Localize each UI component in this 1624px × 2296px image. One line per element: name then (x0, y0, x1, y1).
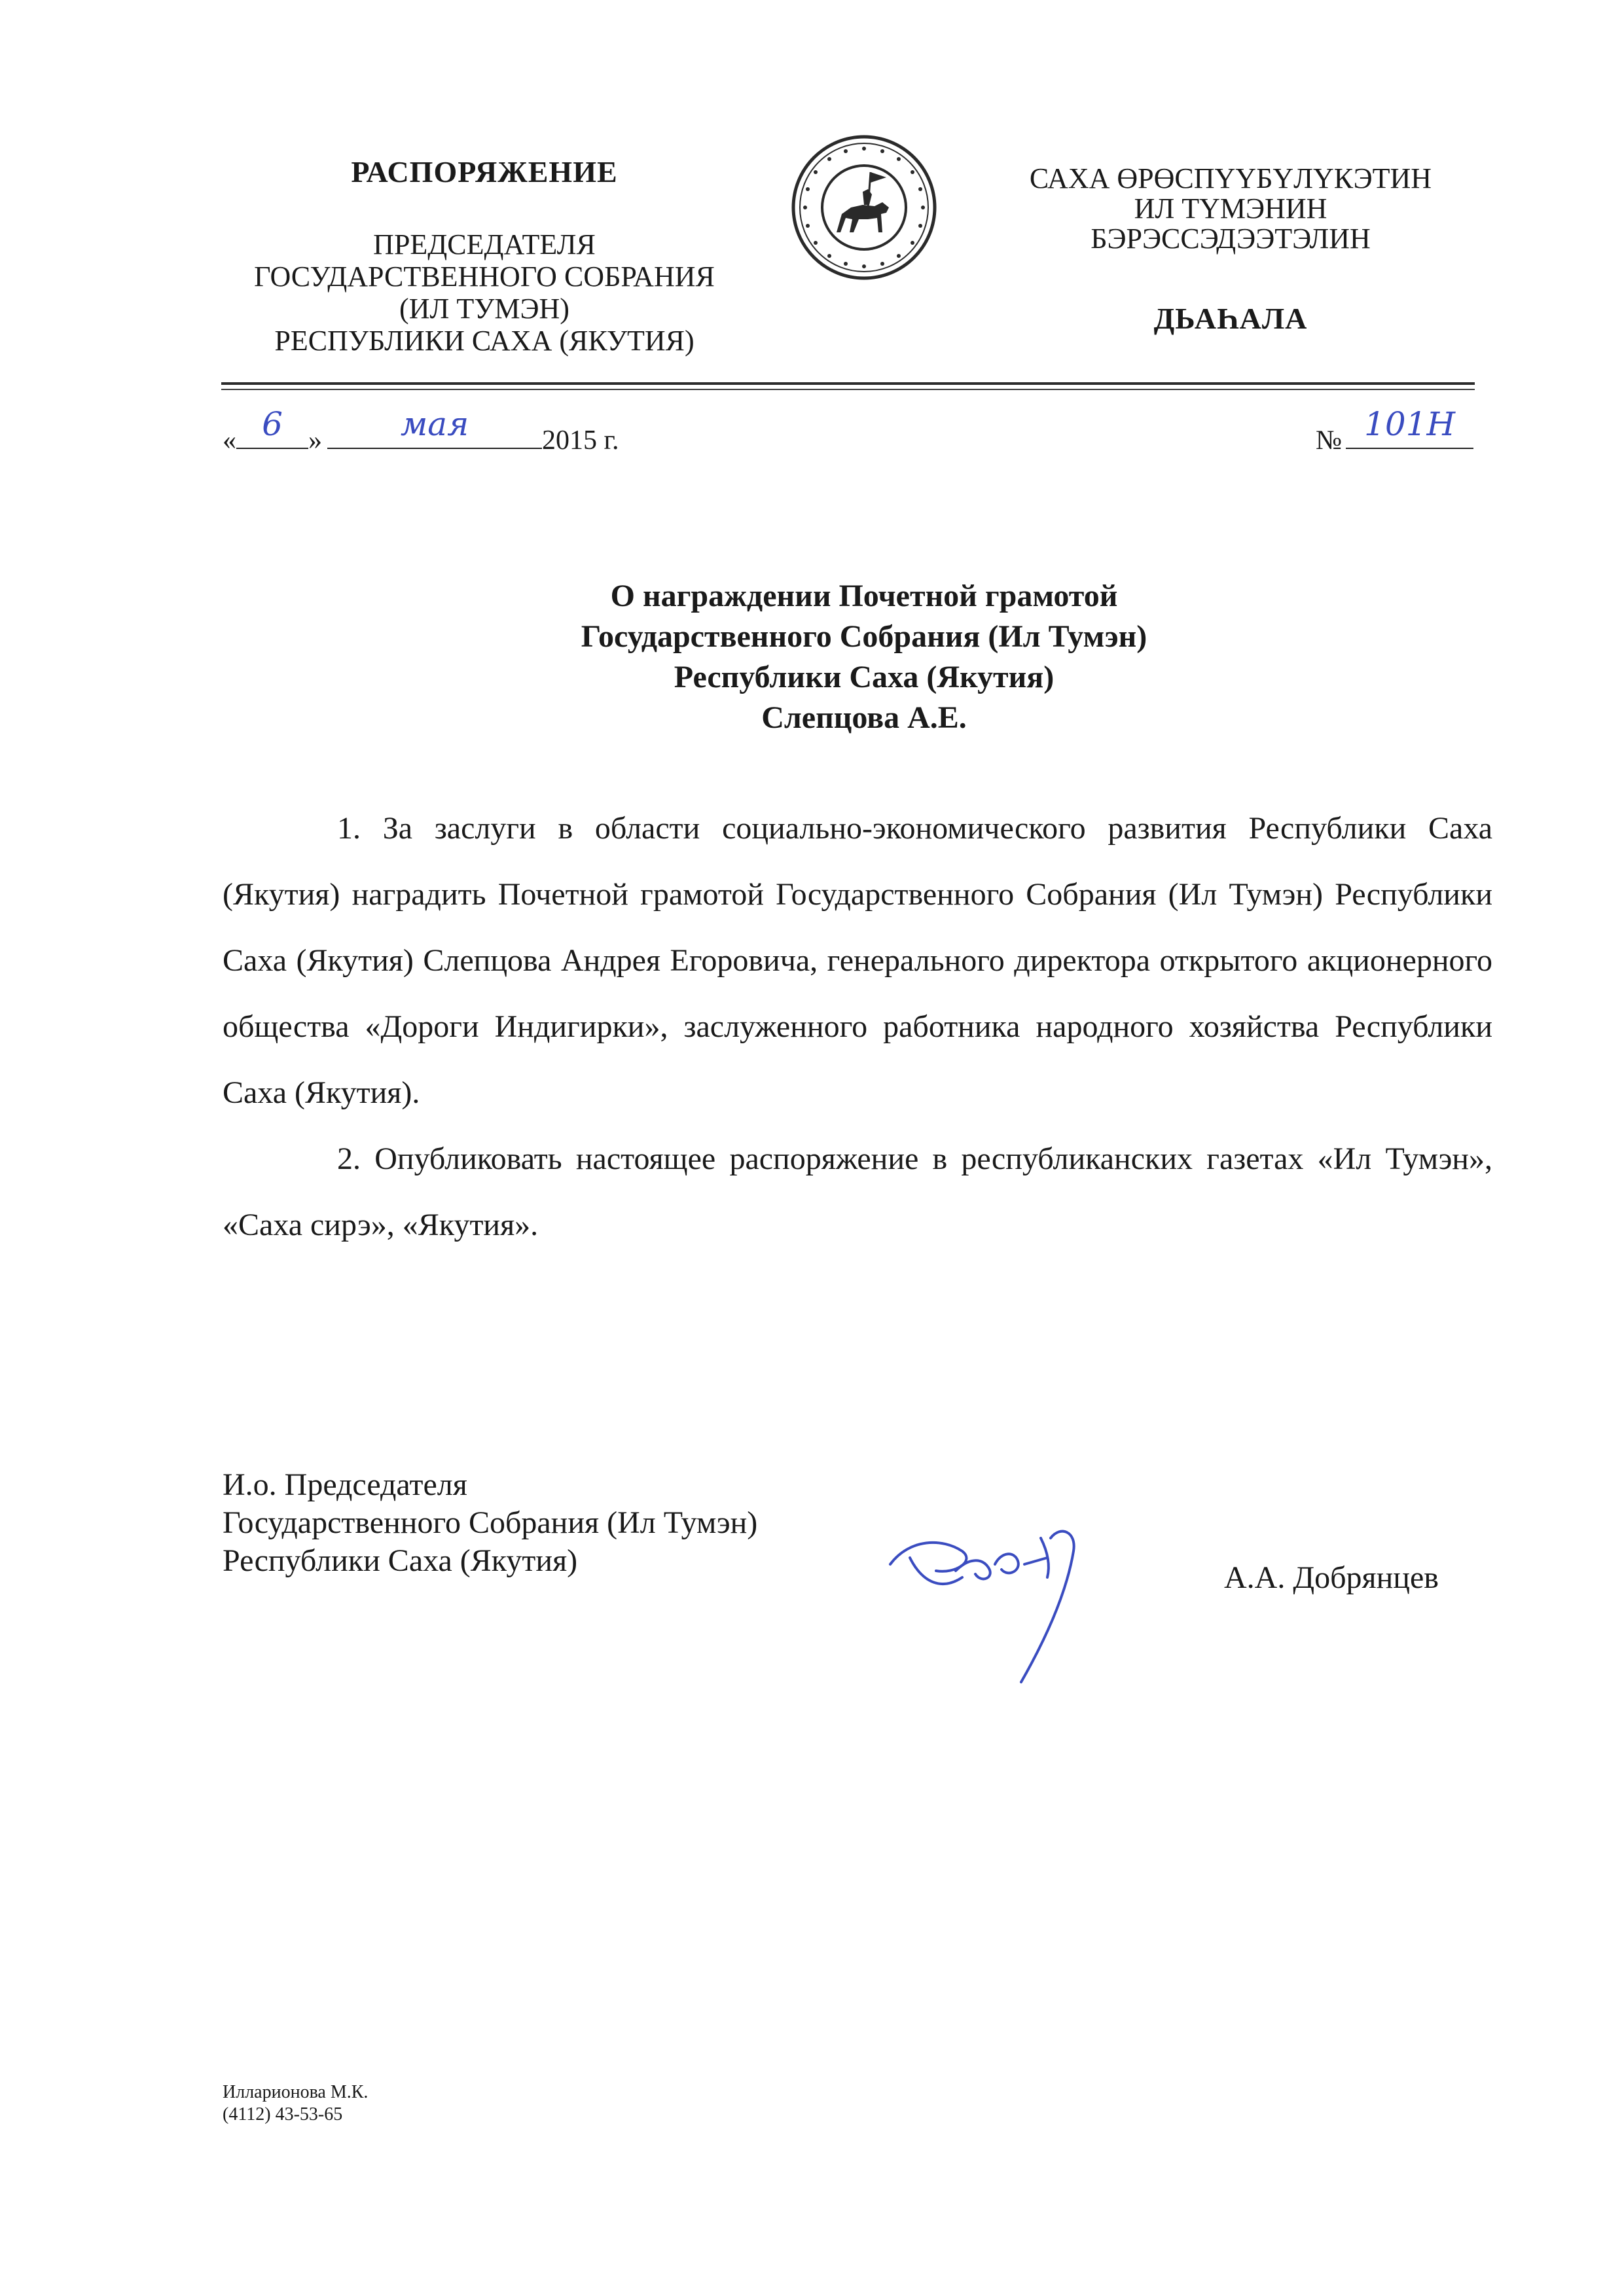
date-close-quote: » (308, 425, 322, 456)
issuer-ru-line: ГОСУДАРСТВЕННОГО СОБРАНИЯ (254, 260, 715, 293)
issuer-sakha-line: САХА ӨРӨСПҮҮБҮЛҮКЭТИН (1029, 162, 1432, 194)
date-year: 2015 г. (542, 425, 619, 456)
document-title (223, 576, 1506, 738)
signatory-position-line: И.о. Председателя (223, 1467, 467, 1502)
issuer-ru-line: РЕСПУБЛИКИ САХА (ЯКУТИЯ) (274, 325, 695, 357)
doc-type-ru: РАСПОРЯЖЕНИЕ (351, 155, 618, 188)
header-right (956, 164, 1506, 336)
date-open-quote: « (223, 425, 236, 456)
issuer-ru-line: ПРЕДСЕДАТЕЛЯ (373, 228, 596, 260)
signatory-name: А.А. Добрянцев (1224, 1560, 1439, 1595)
signatory-position-line: Республики Саха (Якутия) (223, 1543, 578, 1578)
number-sign: № (1316, 425, 1343, 456)
title-line: Республики Саха (Якутия) (674, 660, 1055, 694)
date-day: 6 (262, 405, 283, 443)
document-number (1316, 405, 1473, 460)
state-emblem-icon (791, 134, 937, 281)
header-divider (221, 382, 1475, 385)
title-line: Слепцова А.Е. (761, 700, 967, 735)
executor-name: Илларионова М.К. (223, 2082, 369, 2102)
issuer-ru (196, 228, 772, 357)
date-month: мая (400, 405, 469, 443)
header-left (196, 154, 772, 357)
title-line: Государственного Собрания (Ил Тумэн) (581, 619, 1147, 654)
doc-type-sakha: ДЬАҺАЛА (1153, 302, 1308, 335)
body-paragraph-1: 1. За заслуги в области социально-экономического развития Республики Саха (Якутия) наградить Почетной грамотой Государственного Собрания (Ил Тумэн) Республики Саха (Якутия) Слепцова Андрея Егоровича, генерального директора открытого акционерного общества «Дороги Индигирки», заслуженного работника народного хозяйства Республики Саха (Якутия). (223, 811, 1492, 1110)
date-day-field (236, 405, 308, 449)
header-divider-thin (221, 389, 1475, 390)
document-body (223, 795, 1492, 1258)
issuer-sakha-line: БЭРЭССЭДЭЭТЭЛИН (1091, 223, 1371, 255)
handwritten-signature (884, 1512, 1100, 1695)
document-date (223, 405, 619, 460)
number-value: 101Н (1364, 405, 1456, 443)
signatory-position-line: Государственного Собрания (Ил Тумэн) (223, 1505, 758, 1540)
body-paragraph-2: 2. Опубликовать настоящее распоряжение в республиканских газетах «Ил Тумэн», «Саха сирэ», «Якутия». (223, 1141, 1492, 1242)
issuer-sakha-line: ИЛ ТҮМЭНИН (1134, 192, 1327, 224)
executor-phone: (4112) 43-53-65 (223, 2104, 343, 2125)
signatory-position (223, 1466, 757, 1580)
date-month-field (327, 405, 542, 449)
title-line: О награждении Почетной грамотой (610, 579, 1118, 613)
issuer-sakha (956, 164, 1506, 254)
executor-info (223, 2081, 368, 2126)
number-field (1346, 405, 1473, 449)
issuer-ru-line: (ИЛ ТУМЭН) (399, 293, 569, 325)
